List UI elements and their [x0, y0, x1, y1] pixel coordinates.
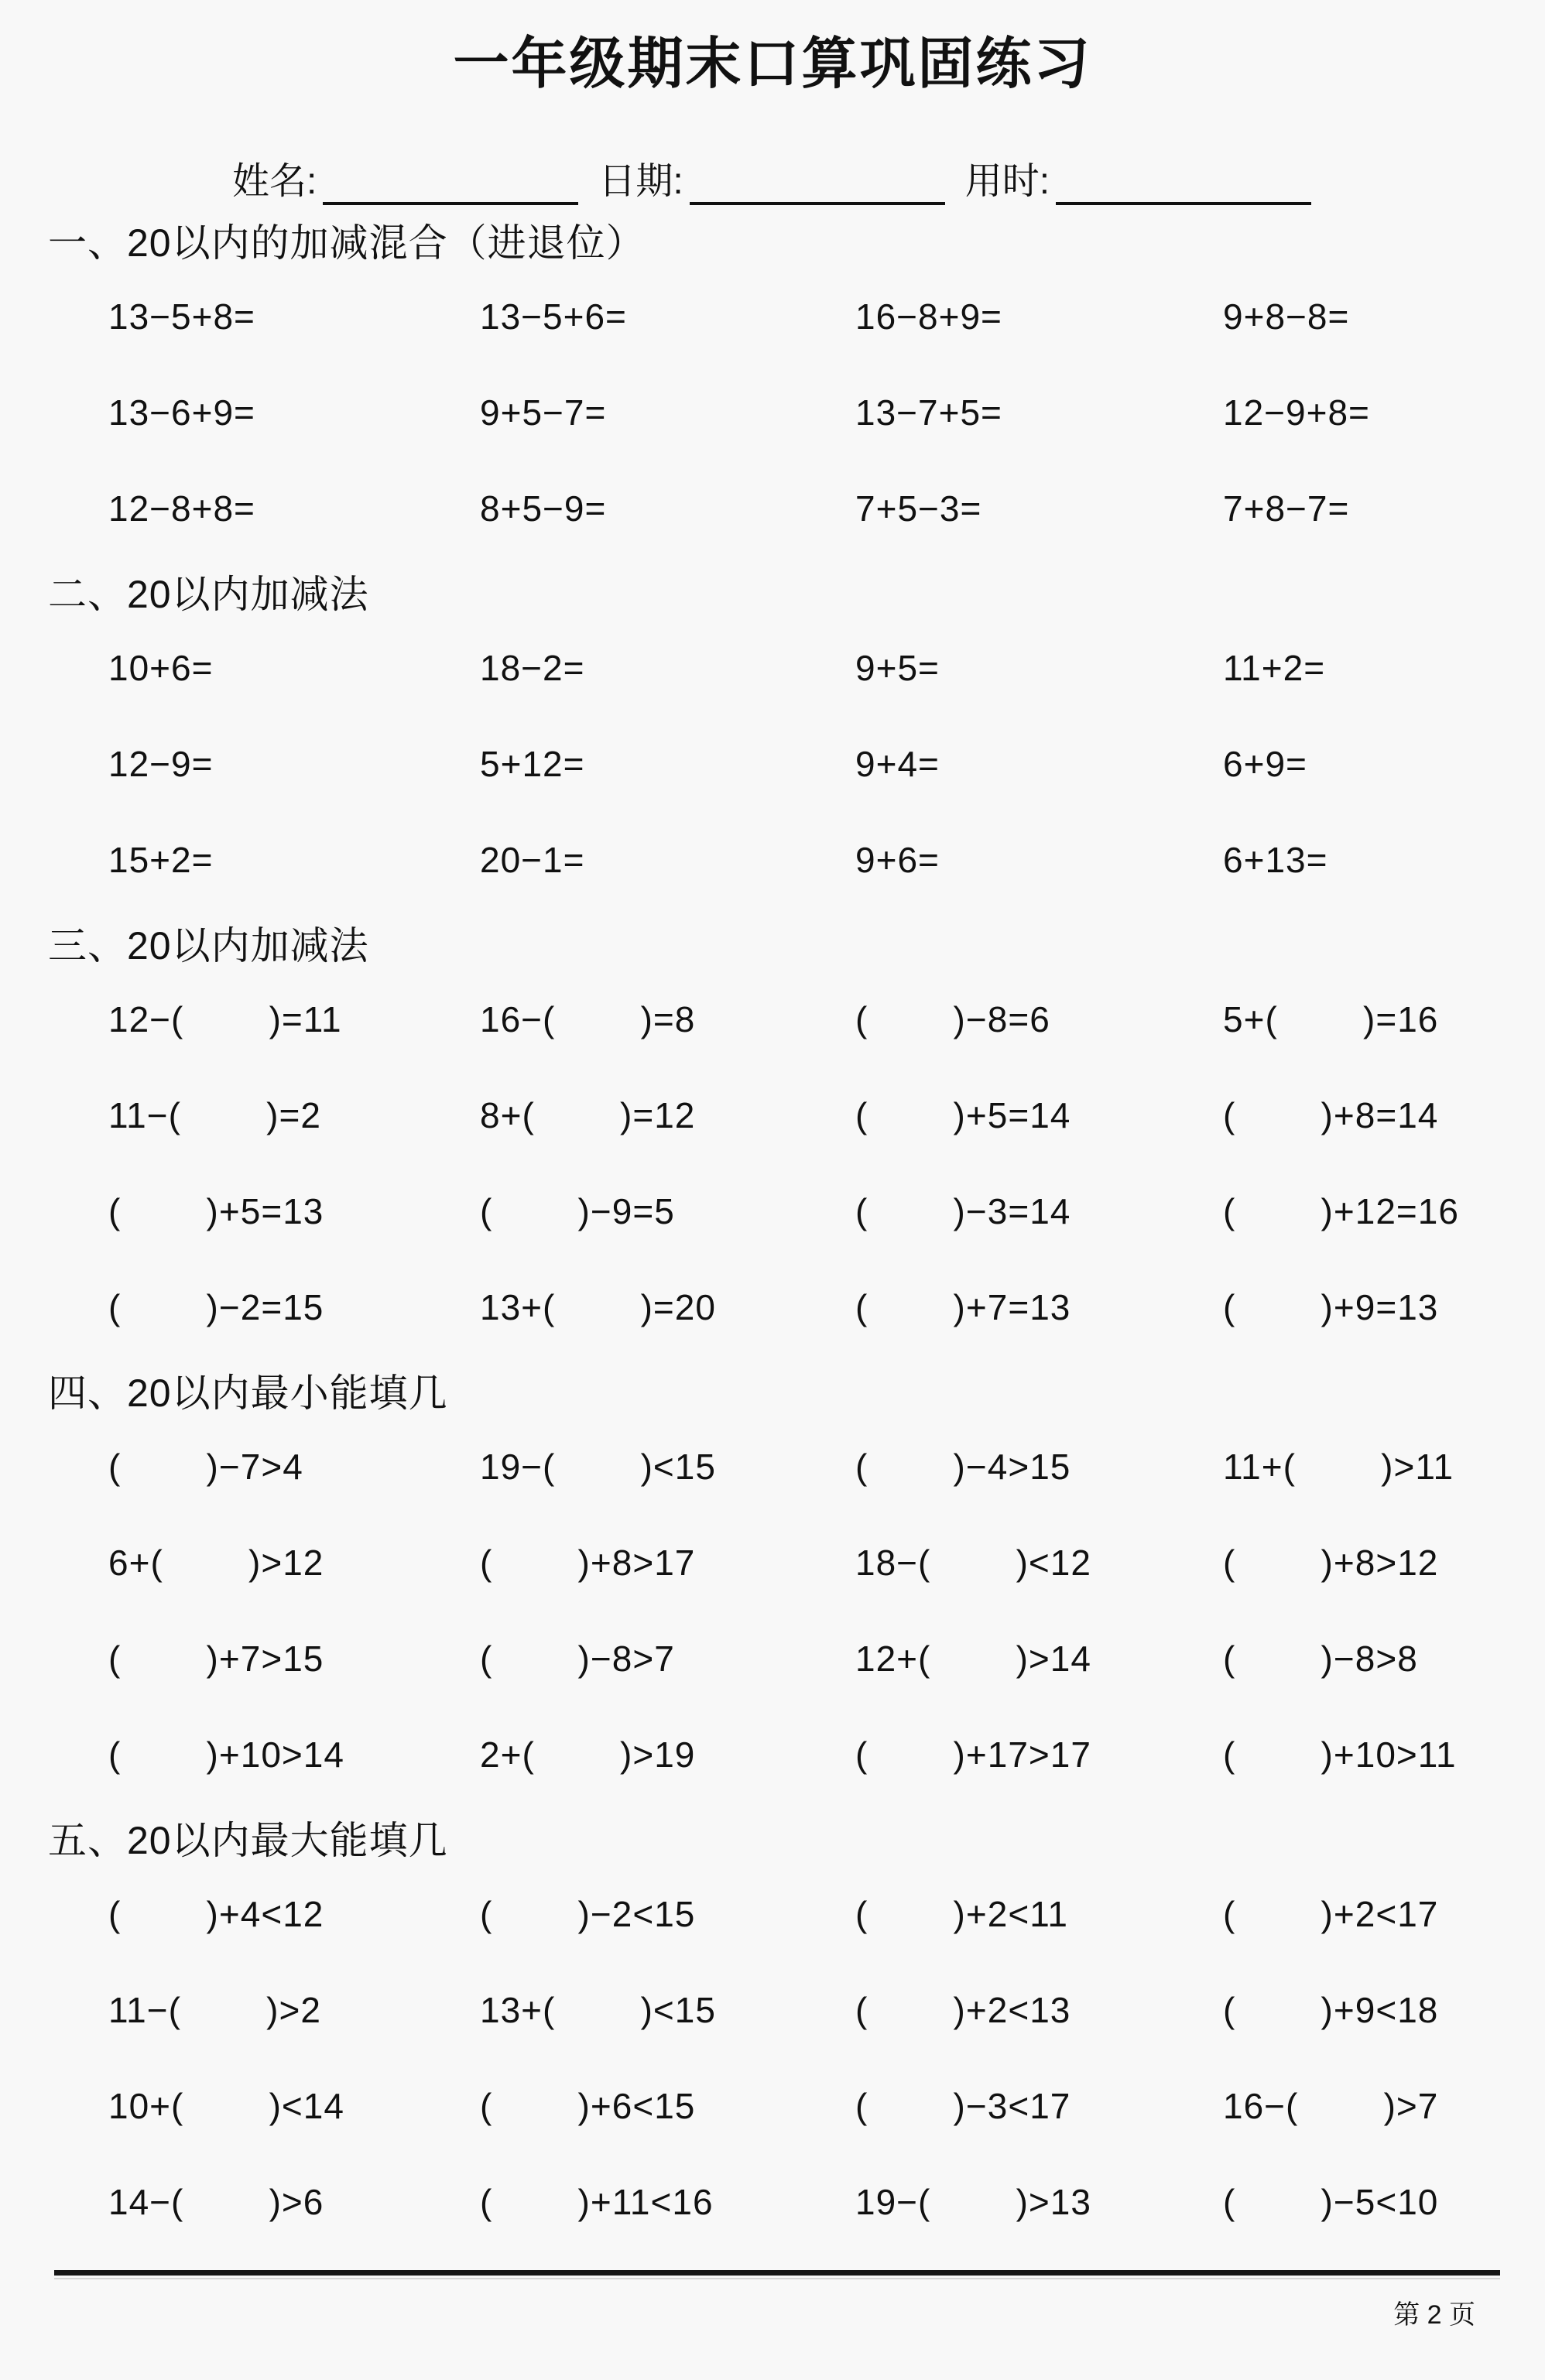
- problem-cell: 15+2=: [108, 839, 214, 880]
- problem-cell: ( )−3=14: [855, 1190, 1071, 1231]
- problem-cell: ( )−9=5: [480, 1190, 675, 1231]
- problem-cell: ( )+9<18: [1223, 1989, 1439, 2030]
- problem-cell: 12−9+8=: [1223, 392, 1370, 433]
- problem-cell: 9+6=: [855, 839, 940, 880]
- problem-cell: ( )−2=15: [108, 1286, 324, 1327]
- problem-row: [0, 812, 1545, 908]
- problem-cell: 10+6=: [108, 647, 214, 688]
- problem-cell: 13−6+9=: [108, 392, 255, 433]
- problem-row: [0, 1259, 1545, 1355]
- problem-cell: 10+( )<14: [108, 2085, 344, 2126]
- problem-cell: ( )+2<17: [1223, 1893, 1439, 1934]
- problem-row: [0, 461, 1545, 556]
- problem-row: [0, 716, 1545, 812]
- problem-cell: 18−2=: [480, 647, 585, 688]
- problem-cell: 9+5−7=: [480, 392, 607, 433]
- problem-row: [0, 1611, 1545, 1707]
- problem-cell: ( )+2<13: [855, 1989, 1071, 2030]
- problem-cell: 2+( )>19: [480, 1734, 696, 1775]
- section-3-fill-blank: [0, 920, 1545, 1355]
- problem-cell: 12−( )=11: [108, 998, 342, 1039]
- problem-cell: 19−( )>13: [855, 2181, 1091, 2222]
- section-1-mixed-add-sub: [0, 217, 1545, 556]
- student-info-row: [0, 154, 1545, 205]
- problem-cell: ( )+7=13: [855, 1286, 1071, 1327]
- problem-cell: ( )−4>15: [855, 1446, 1071, 1487]
- problem-cell: ( )−8>7: [480, 1638, 675, 1679]
- problem-cell: 9+4=: [855, 743, 940, 784]
- problem-cell: 11+( )>11: [1223, 1446, 1454, 1487]
- problem-cell: ( )+4<12: [108, 1893, 324, 1934]
- name-blank-field: [323, 157, 578, 205]
- problem-cell: 12+( )>14: [855, 1638, 1091, 1679]
- problem-cell: ( )−8>8: [1223, 1638, 1418, 1679]
- problem-cell: 11−( )>2: [108, 1989, 321, 2030]
- problem-cell: 7+5−3=: [855, 488, 982, 529]
- problem-row: [0, 1419, 1545, 1515]
- time-label: 用时:: [964, 160, 1050, 202]
- problem-cell: 16−8+9=: [855, 296, 1002, 337]
- problem-cell: 13+( )<15: [480, 1989, 716, 2030]
- problem-cell: 6+13=: [1223, 839, 1328, 880]
- problem-cell: 18−( )<12: [855, 1542, 1091, 1583]
- problem-cell: 16−( )=8: [480, 998, 696, 1039]
- problem-cell: 6+( )>12: [108, 1542, 324, 1583]
- problem-cell: ( )−5<10: [1223, 2181, 1439, 2222]
- problem-cell: ( )+10>14: [108, 1734, 344, 1775]
- problem-cell: ( )+7>15: [108, 1638, 324, 1679]
- date-label: 日期:: [598, 160, 683, 202]
- problem-cell: 6+9=: [1223, 743, 1307, 784]
- date-blank-field: [690, 157, 945, 205]
- problem-cell: 9+5=: [855, 647, 940, 688]
- section-5-heading: 五、20以内最大能填几: [48, 1818, 448, 1862]
- problem-row: [0, 2154, 1545, 2250]
- problem-cell: ( )+8=14: [1223, 1094, 1439, 1135]
- time-blank-field: [1056, 157, 1311, 205]
- problem-cell: ( )+10>11: [1223, 1734, 1457, 1775]
- problem-cell: ( )+6<15: [480, 2085, 696, 2126]
- problem-cell: 5+12=: [480, 743, 585, 784]
- problem-cell: 13+( )=20: [480, 1286, 716, 1327]
- section-1-heading: 一、20以内的加减混合（进退位）: [48, 221, 646, 265]
- problem-cell: ( )+2<11: [855, 1893, 1068, 1934]
- problem-row: [0, 1707, 1545, 1803]
- section-4-heading: 四、20以内最小能填几: [48, 1371, 448, 1415]
- problem-cell: 13−5+6=: [480, 296, 627, 337]
- problem-cell: 11+2=: [1223, 647, 1326, 688]
- problem-cell: 5+( )=16: [1223, 998, 1439, 1039]
- problem-cell: ( )+5=13: [108, 1190, 324, 1231]
- page-number: 第 2 页: [1393, 2300, 1475, 2330]
- footer-divider: [54, 2270, 1500, 2279]
- sections-container: [0, 217, 1545, 2250]
- problem-row: [0, 1067, 1545, 1163]
- problem-cell: 14−( )>6: [108, 2181, 324, 2222]
- problem-cell: 8+( )=12: [480, 1094, 696, 1135]
- problem-row: [0, 2058, 1545, 2154]
- section-5-largest-number: [0, 1815, 1545, 2250]
- problem-cell: 12−8+8=: [108, 488, 255, 529]
- page-title: 一年级期末口算巩固练习: [453, 33, 1092, 95]
- problem-cell: 9+8−8=: [1223, 296, 1350, 337]
- problem-cell: 19−( )<15: [480, 1446, 716, 1487]
- section-2-heading: 二、20以内加减法: [48, 572, 369, 616]
- problem-cell: ( )+9=13: [1223, 1286, 1439, 1327]
- problem-cell: ( )+11<16: [480, 2181, 714, 2222]
- problem-cell: 12−9=: [108, 743, 214, 784]
- problem-cell: 11−( )=2: [108, 1094, 321, 1135]
- problem-row: [0, 620, 1545, 716]
- section-2-add-sub: [0, 569, 1545, 908]
- problem-cell: 20−1=: [480, 839, 585, 880]
- problem-cell: 13−7+5=: [855, 392, 1002, 433]
- problem-cell: ( )+8>17: [480, 1542, 696, 1583]
- problem-cell: ( )+8>12: [1223, 1542, 1439, 1583]
- problem-cell: 7+8−7=: [1223, 488, 1350, 529]
- problem-cell: ( )+5=14: [855, 1094, 1071, 1135]
- name-label: 姓名:: [232, 160, 317, 202]
- problem-cell: ( )+12=16: [1223, 1190, 1459, 1231]
- problem-row: [0, 269, 1545, 365]
- problem-cell: ( )−3<17: [855, 2085, 1071, 2126]
- section-3-heading: 三、20以内加减法: [48, 923, 369, 967]
- problem-cell: ( )−7>4: [108, 1446, 303, 1487]
- problem-cell: 8+5−9=: [480, 488, 607, 529]
- problem-row: [0, 971, 1545, 1067]
- problem-cell: 13−5+8=: [108, 296, 255, 337]
- problem-row: [0, 1515, 1545, 1611]
- problem-row: [0, 1163, 1545, 1259]
- problem-cell: ( )−8=6: [855, 998, 1050, 1039]
- section-4-smallest-number: [0, 1368, 1545, 1803]
- problem-cell: ( )−2<15: [480, 1893, 696, 1934]
- problem-row: [0, 365, 1545, 461]
- problem-row: [0, 1866, 1545, 1962]
- problem-cell: ( )+17>17: [855, 1734, 1091, 1775]
- problem-row: [0, 1962, 1545, 2058]
- problem-cell: 16−( )>7: [1223, 2085, 1439, 2126]
